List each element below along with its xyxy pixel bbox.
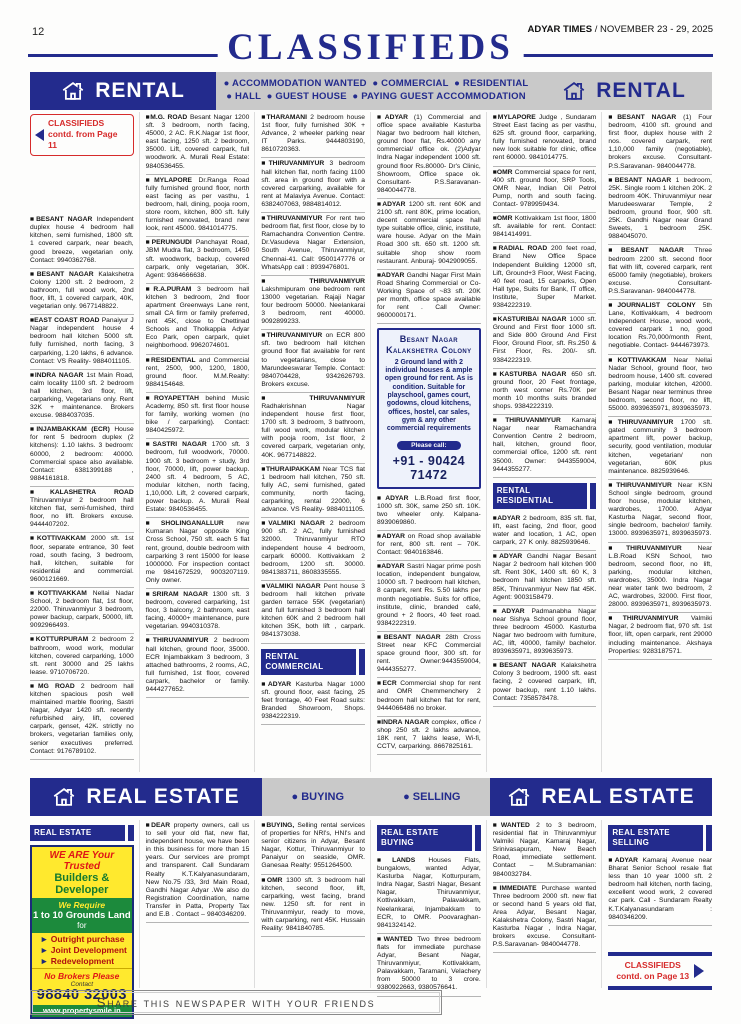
- classified-ad: ■KALASHETRA ROAD Thiruvanmiyur 2 bedroom hall kitchen flat, semi-furnished, third floor, no lift. Brokers excuse. 9444407202.: [30, 487, 134, 533]
- real-estate-column-5: [493, 820, 603, 988]
- classified-ad: ■SHOLINGANALLUR new Kumaran Nagar opposite King Cross School, 750 sft. each 5 flat rent, ground, double bedroom with carparking 3 rent 15000 for lease 1000000. For inspection contact me 9841672529, 9003207119. Only owner.: [146, 518, 250, 589]
- classified-ad: ■BESANT NAGAR (1) Four bedroom, 4100 sft. ground and first floor, duplex house with 2 nos. covered carpark, rent 1,10,000 family (negotiable), brokers excuse. Consultant- P.S.Saravanan- 9840044778.: [608, 112, 712, 175]
- classified-ad: ■THIRUVANMIYUR Kamaraj Nagar near Ramachandra Convention Centre 2 bedroom, hall, kitchen, ground floor, commercial office, 1200 sft. rent 35000. Owner: 9443559004, 9444355277.: [493, 415, 597, 478]
- ad-lead: ■THIRUVANMIYUR: [608, 615, 691, 623]
- featured-ad-besant-nagar: Besant Nagar Kalakshetra Colony 2 Ground land with 2 individual houses & ample open ground for rent. As is condition. Suitable for playschool, games court, godowns, cloud kitchens, offices, hostel, car sales, gym & any other commercial requirements Please call: +91 - 90424 71472: [377, 328, 481, 488]
- ad-lead: ■KOTTIVAKKAM: [30, 589, 93, 597]
- classified-ad: ■KASTURIBAI NAGAR 1000 sft. Ground and First floor 1000 sft. and Side 800 Ground And First Floor, Ground Floor, sft. Rs.250 & First Floor, Rs. 200/- sft. 9384222319.: [493, 314, 597, 369]
- classified-ad: ■SRIRAM NAGAR 1300 sft. 3 bedroom, covered carparking, 1st floor, 3 balcony, 2 bathroom, east facing, 40000+ maintenance, pure vegetarian. 9940310378.: [146, 589, 250, 635]
- ad-lead: ■KOTTURPURAM: [30, 636, 93, 644]
- ad-lead: ■THIRUVANMIYUR: [261, 394, 366, 402]
- classified-ad: ■RESIDENTIAL and Commercial rent, 2500, 900, 1200, 1800, ground floor. M.M.Realty: 9884154648.: [146, 355, 250, 393]
- classified-ad: ■THIRUVANMIYUR on ECR 800 sft. two bedroom hall kitchen ground floor flat available for rent to vegetarians, close to Marundeeswarar Temple. Contact: 9840704428, 9342626793. Brokers excuse.: [261, 330, 365, 393]
- contd-from-line2: contd. from Page 11: [48, 129, 118, 151]
- ad-lead: ■BUYING,: [261, 822, 298, 829]
- ad-lead: ■THARAMANI: [261, 114, 311, 121]
- rental-column-1: [30, 112, 140, 772]
- rental-categories-line2: ● HALL ● GUEST HOUSE ● PAYING GUEST ACCOMMODATION: [226, 91, 526, 102]
- classified-ad: ■THIRUVANMIYUR Valmiki Nagar, 2 bedroom flat, 970 sft. 1st floor, lift, open carpark, rent 29000 including maintenance. Akshaya Properties: 9283187571.: [608, 613, 712, 659]
- ad-lead: ■MYLAPORE: [492, 114, 539, 121]
- ad-lead: ■EAST COAST ROAD: [30, 317, 102, 325]
- classified-ad: ■R.A.PURAM 3 bedroom hall kitchen 3 bedroom, 2nd floor apartment Greenways Lane rent, small CA firm or family preferred, rent 45K, close to Chettinad Schools and Tholkappia Adyar Eco Park, open carpark, quiet neighborhood. 9962074601.: [146, 284, 250, 355]
- classified-ad: ■ADYAR 1200 sft. rent 60K and 2100 sft. rent 80K, prime location, decent commercial space hall type suitable office, clinic, institute, ware house. Adyar on the Main Road 300 sft. 650 sft. 1200 sft. suitable shop show room restaurant. Anburaj- 9042909055.: [377, 199, 481, 270]
- classified-ad: ■INJAMBAKKAM (ECR) House for rent 5 bedroom duplex (2 kitchens): 1.10 lakhs. 3 bedroom: 60000, 2 bedroom: 40000. Commercial space also available. Contact: 6381399188 , 9884161818.: [30, 424, 134, 487]
- classified-ad: ■MYLAPORE Dr.Ranga Road fully furnished ground floor, north east facing as per vasthu, 1 bedroom, hall, dining, pooja room, store room, kitchen, 800 sft. fully furnished renovated, brand new look, rent 45000. 9841014775.: [146, 175, 250, 238]
- classified-ad: ■RADIAL ROAD 200 feet road, Brand New Office Space Independent Building 12000 sft, Lift, Ground+3 Floor, West Facing, 40 feet road, 15 carparks, Open Hall type, Suits for Bank, IT office, Institute, Super Market. 9384222319.: [493, 243, 597, 314]
- ad-lead: ■M.G. ROAD: [145, 114, 190, 121]
- classified-ad: ■VALMIKI NAGAR Pent house 3 bedroom hall kitchen private garden terrace 55K (vegetarian) and full furnished 3 bedroom hall kitchen 60K and 2 bedroom hall kitchen 35K, both lift , carpark. 9841373038.: [261, 581, 365, 644]
- classified-ad: ■THIRUVANMIYUR Near KSN School single bedroom, ground floor house, modular kitchen, wardrobes, 17000. Adyar Kasturba Nagar, second floor, single bedroom, bachelor/ family. 13000. 8939635971, 8939635973.: [608, 480, 712, 543]
- arrow-right-icon: ►: [40, 934, 49, 944]
- classified-ad: ■THIRUVANMIYUR Lakshmipuram one bedroom rent 13000 vegetarian. Rajaji Nagar four bedroom 50000. Neelankarai 3 bedroom, rent 40000. 9092899233.: [261, 276, 365, 331]
- ad-lead: ■THIRUVANMIYUR: [261, 215, 326, 223]
- classified-ad: ■ADYAR (1) Commercial and office space available Kasturba Nagar two bedroom hall kitchen, ground floor flat, Rs.40000 any commercial/ office ok. (2)Adyar Indra Nagar independent 1000 sft. ground floor Rs.80000- Dr's Clinic, Showroom, Office space ok. Consultant- P.S.Saravanan- 9840044778.: [377, 112, 481, 199]
- ad-lead: ■THIRUVANMIYUR: [261, 277, 366, 285]
- classified-ad: ■SASTRI NAGAR 1700 sft. 3 bedroom, full woodwork, 70000. 1900 sft. 3 bedroom + study, 3rd floor, 70000, lift, power backup. 2400 sft. 4 bedroom, 5 AC, modular kitchen, north facing, 1,10,000. Lift, 2 covered carpark, power backup. A. Murali Real Estate: 9840536455.: [146, 439, 250, 518]
- contact-label: Contact: [70, 981, 94, 988]
- classified-ad: ■ADYAR Kamaraj Avenue near Bharat Senior School resale flat less than 10 year 1000 sft. 2 bedroom hall kitchen, north facing, excellent wood work, 2 covered car park. Call - Sundaram Realty K.T.Kalyanasundaram : 9840346209.: [608, 855, 712, 926]
- ad-lead: ■JOURNALIST COLONY: [608, 301, 703, 309]
- ad-lead: ■ADYAR: [377, 494, 415, 502]
- masthead-title: ADYAR TIMES: [527, 24, 593, 35]
- real-estate-column-1: [30, 820, 140, 1016]
- ad-lead: ■RESIDENTIAL: [145, 356, 200, 364]
- classified-ad: ■ROYAPETTAH behind Music Academy, 850 sft. first floor house for family, working women (no bike / carparking). Contact: 9840425972.: [146, 393, 250, 439]
- rental-commercial-label: RENTAL COMMERCIAL: [261, 649, 365, 675]
- ad-lead: ■VALMIKI NAGAR: [261, 582, 324, 590]
- rental-column-3: [261, 112, 371, 772]
- classified-ad: ■KOTTIVAKKAM Near Nellai Nadar School, ground floor, two bedroom house, 1400 sft. covered parking, modular kitchen, 42000. Besant Nagar near terminus three bedroom, second floor, no lift, 55000. 8939635971, 8939635973.: [608, 355, 712, 418]
- classified-ad: ■BESANT NAGAR Kalakshetra Colony 1200 sft. 2 bedroom, 2 bathroom, full wood work, 2nd floor, lift, 1 covered carpark, 40K, vegetarian only. 9677148822.: [30, 269, 134, 315]
- builder-ad-headline1: WE ARE Your Trusted: [49, 850, 115, 872]
- real-estate-banner-right: [490, 778, 712, 816]
- classified-ad: ■MG ROAD 2 bedroom hall kitchen spacious posh well maintained marble flooring, Sastri Nagar, Adyar 1420 sft. recently refurbished airy, lift, covered carpark, genset, 42K. strictly no brokers, vegetarian families only, senior executives preferred. Contact: 9176789102.: [30, 681, 134, 760]
- arrow-right-icon: ►: [40, 956, 49, 966]
- ad-lead: ■BESANT NAGAR: [377, 633, 446, 641]
- arrow-right-icon: [694, 964, 704, 978]
- real-estate-column-3: [261, 820, 371, 988]
- contd-on-line2: contd. on Page 13: [616, 970, 690, 981]
- ad-lead: ■OMR: [492, 168, 515, 176]
- classified-ad: ■OMR 1300 sft. 3 bedroom hall kitchen, second floor, lift, carparking, west facing, brand new. 1250 sft. for rent in Thiruvanmiyur, ready to move, with carparking, rent 45K. Hussain Reality: 9841840785.: [261, 875, 365, 938]
- rental-categories: [216, 72, 536, 110]
- classified-ad: ■WANTED Two three bedroom flats for immediate purchase Adyar, Besant Nagar, Thiruvanmiyur, Kottivakkam, Palavakkam, Taramani, Velachery from 50000 to 3 crore. 9380922663, 9380576641.: [377, 934, 481, 997]
- classified-ad: ■VALMIKI NAGAR 2 bedroom 900 sft. 2 AC, fully furnished 32000. Thiruvanmiyur RTO independent house 4 bedroom, carpark 60000. Kottivakkam 2 bedroom, 1200 sft. 30000. 9841383711, 8608335555.: [261, 518, 365, 581]
- ad-lead: ■THIRUVANMIYUR: [261, 332, 326, 340]
- classified-ad: ■OMR Kottivakkam 1st floor, 1800 sft. available for rent. Contact: 9841414991.: [493, 213, 597, 243]
- real-estate-banner: [30, 778, 712, 816]
- classified-ad: ■ADYAR L.B.Road first floor, 1000 sft. 30K, same 250 sft. 10K. two wheeler only. Kalpana- 8939069860.: [377, 493, 481, 531]
- ad-lead: ■KASTURBA NAGAR: [492, 370, 572, 378]
- ad-lead: ■ADYAR: [377, 114, 414, 121]
- ad-lead: ■ADYAR: [377, 200, 409, 208]
- classified-ad: ■LANDS Houses Flats, bungalows, wanted Adyar, Kasturba Nagar, Kotturpuram, Indra Nagar, Sastri Nagar, Besant Nagar, Thiruvanmiyur, Kottivakkam, Palavakkam, Neelankarai, Injambakkam to ECR, to OMR. Poovaraghan- 9841324142.: [377, 855, 481, 934]
- classified-ad: ■BESANT NAGAR 1 bedroom, 25K. Single room 1 kitchen 20K. 2 bedroom 40K. Thiruvanmiyur near Marudeeswarar Temple, 2 bedroom, ground floor, 900 sft. 25K. Gandhi Nagar near Grand Sweets, 1 bedroom 25K. 9884045070.: [608, 175, 712, 246]
- classified-ad: ■KOTTIVAKKAM 2000 sft. 1st floor, separate entrance, 30 feet road, south facing, 3 bedroom, hall, kitchen, suitable for residential and commercial. 9600121669.: [30, 533, 134, 588]
- contd-on-line1: CLASSIFIEDS: [624, 959, 681, 970]
- rental-residential-label: RENTAL RESIDENTIAL: [493, 483, 597, 509]
- classified-ad: ■THIRUVANMIYUR 3 bedroom hall kitchen flat, north facing 1100 sft. area in ground floor with a covered carparking, available for rent at Malaviya Avenue. Contact: 6382407063, 9884814012.: [261, 158, 365, 213]
- ad-lead: ■INDRA NAGAR: [377, 718, 432, 726]
- rental-banner-left-label: RENTAL: [95, 79, 185, 102]
- ad-lead: ■SHOLINGANALLUR: [145, 520, 238, 528]
- classified-ad: ■THIRUVANMIYUR 1700 sft. gated community 3 bedroom apartment lift, power backup, security, good ventilation, modular kitchen, vegetarian/ non vegetarian, 60K plus maintenance. 8825939646.: [608, 417, 712, 480]
- ad-lead: ■SRIRAM NAGAR: [145, 590, 213, 598]
- classified-ad: ■IMMEDIATE Purchase wanted Three bedroom 2000 sft. new flat or second hand 5 years old flat, Area Adyar, Besant Nagar, Kalakshetra Colony, Sastri Nagar, Kasturba Nagar , Indra Nagar, brokers excuse. Consultant- P.S.Saravanan- 9840044778.: [493, 883, 597, 954]
- ad-lead: ■R.A.PURAM: [145, 285, 198, 293]
- builder-ad-requirement: We Require 1 to 10 Grounds Land for: [32, 898, 132, 933]
- ad-lead: ■BESANT NAGAR: [492, 662, 562, 670]
- ad-lead: ■THURAIPAKKAM: [261, 465, 323, 473]
- rental-categories-line1: ● ACCOMMODATION WANTED ● COMMERCIAL ● RESIDENTIAL: [223, 78, 529, 90]
- ad-lead: ■MYLAPORE: [145, 176, 199, 184]
- masthead-date: / NOVEMBER 23 - 29, 2025: [592, 24, 713, 35]
- classified-ad: ■THURAIPAKKAM Near TCS flat 1 bedroom hall kitchen, 750 sft. fully AC, semi furnished, gated community, north facing, carparking, rental 22000, 6 advance. VS Reality- 9884011105.: [261, 464, 365, 519]
- page-header: [28, 14, 713, 68]
- builder-ad-item: ► Redevelopment: [40, 956, 115, 966]
- ad-lead: ■ADYAR: [492, 514, 523, 522]
- classified-ad: ■THIRUVANMIYUR Near L.B.Road KSN School, two bedroom, second floor, no lift, parking, modular kitchen, wardrobes, 35000. Indra Nagar near water tank two bedroom, 2 AC, wardrobes, 32000. First floor, 28000. 8939635971, 8939635973.: [608, 543, 712, 614]
- ad-lead: ■KALASHETRA ROAD: [30, 488, 134, 496]
- ad-lead: ■OMR: [492, 215, 515, 223]
- ad-lead: ■IMMEDIATE: [492, 884, 542, 892]
- rental-banner: [30, 72, 712, 110]
- ad-lead: ■BESANT NAGAR: [608, 247, 695, 255]
- classified-ad: ■KOTTURPURAM 2 bedroom 2 bathroom, wood work, modular kitchen, covered carparking, 1000 sft. rent 30000 and 25 lakhs lease. 9710706720.: [30, 634, 134, 680]
- real-estate-column-2: [146, 820, 256, 988]
- house-icon: [507, 787, 531, 807]
- classified-ad: ■JOURNALIST COLONY 5th Lane, Kottivakkam, 4 bedroom Independent House, wood work, covered carpark 1 no, good location Rs.70,000/month Rent, negotiable. Contact- 9444673973.: [608, 300, 712, 355]
- rental-column-4: [377, 112, 487, 772]
- classified-ad: ■THIRUVANMIYUR For rent two bedroom flat, first floor, close by to Ramachandra Convention Centre. Dr.Vasudeva Nagar Extension, South Avenue, Thiruvanmiyur, Chennai-41. Call: 9500147776 or WhatsApp call : 8939476801.: [261, 213, 365, 276]
- ad-lead: ■THIRUVANMIYUR: [608, 481, 678, 489]
- classified-ad: ■BUYING, Selling rental services of properties for NRI's, HNI's and senior citizens in Adyar, Besant Nagar, Kottur, Thiruvanmiyur to Panaiyur on seaside, OMR. Ganesaa Realty: 9551264500.: [261, 820, 365, 875]
- classified-ad: ■BESANT NAGAR Independent duplex house 4 bedroom hall kitchen, semi furnished, 1800 sft. 1 covered carpark, near beach, good breeze, vegetarian only. Contact: 9940362768.: [30, 214, 134, 269]
- no-brokers-note: No Brokers Please: [32, 968, 132, 981]
- ad-lead: ■INDRA NAGAR: [30, 371, 87, 379]
- real-estate-column-4: [377, 820, 487, 992]
- classified-ad: ■ADYAR on Road shop available for rent, 800 sft. rent – 70K. Contact: 9840163846.: [377, 531, 481, 561]
- ad-lead: ■THIRUVANMIYUR: [608, 419, 681, 427]
- rental-banner-left: [30, 72, 216, 110]
- classified-ad: ■MYLAPORE Judge , Sundaram Street East facing as per vasthu, 625 sft. ground floor, carparking, fully furnished renovated, brand new look suitable for clinic, office rent 60000. 9841014775.: [493, 112, 597, 167]
- classified-ad: ■DEAR property owners, call us to sell your old flat, new flat, independent house, we have been in this business for more than 15 years. Our services are prompt and transparent. Call Sundaram Realty K.T.Kalyanasundaram, New No.75 /33, 3rd Main Road, Gandhi Nagar Adyar .We also do Registration Coordination, name Transfer in Patta, Property Tax and E.B . Contact – 9840346209.: [146, 820, 250, 923]
- classified-ad: ■BESANT NAGAR Kalakshetra Colony 3 bedroom, 1900 sft. east facing, 2 covered carpark, lift, power backup, rent 1.10 lakhs. Contact: 7358578478.: [493, 660, 597, 706]
- classified-ad: ■ADYAR Gandhi Nagar Besant Nagar 2 bedroom hall kitchen 900 sft. Rent 30K, 1400 sft. 60 K, 3 bedroom hall kitchen 1850 sft. 85K, Thiruvanmiyur New flat 45K. Agent: 9003158479.: [493, 551, 597, 606]
- ad-lead: ■BESANT NAGAR: [30, 270, 99, 278]
- ad-lead: ■BESANT NAGAR: [30, 216, 97, 224]
- ad-lead: ■ADYAR: [608, 857, 643, 864]
- page-title: CLASSIFIEDS: [217, 29, 524, 66]
- rental-banner-right: [536, 72, 712, 110]
- builder-ad-item: ► Outright purchase: [40, 934, 125, 944]
- rental-column-6: [608, 112, 712, 772]
- real-estate-banner-left-label: REAL ESTATE: [86, 785, 240, 808]
- ad-lead: ■MG ROAD: [30, 682, 81, 690]
- contd-on-box: [608, 952, 712, 990]
- builder-ad-headline2: Builders & Developer: [54, 872, 110, 896]
- classified-ad: ■ADYAR Kasturba Nagar 1000 sft. ground floor, east facing, 25 feet frontage, 40 Feet Road suits: Branded Showroom, Shops. 9384222319.: [261, 679, 365, 725]
- ad-lead: ■THIRUVANMIYUR: [608, 544, 698, 552]
- builder-ad-website: www.propertysmile.in: [32, 1005, 132, 1017]
- ad-lead: ■SASTRI NAGAR: [145, 441, 212, 449]
- classified-ad: ■KOTTIVAKKAM Nellai Nadar School, 2 bedroom flat, 1st floor, 22000. Thiruvanmiyur 3 bedroom, power backup, carpark, 50000, lift. 9092966493.: [30, 588, 134, 634]
- classified-ad: ■EAST COAST ROAD Panaiyur J Nagar independent house 4 bedroom hall kitchen 5000 sft. fully furnished, north facing, 3 carparking, 1.20 lakhs, 6 advance. Contact: VS Reality- 9884011105.: [30, 315, 134, 370]
- classified-ad: ■WANTED 2 to 3 bedroom, residential flat in Thiruvanmiyur Valmiki Nagar, Kamaraj Nagar, Srinivasapuram, New Beach Road, immediate settlement. Contact – M.Subramanian: 9840032784.: [493, 820, 597, 883]
- classified-ad: ■BESANT NAGAR Three bedroom 2200 sft. second floor flat with lift, covered carpark, rent 65000 family (negotiable), brokers excuse. Consultant- P.S.Saravanan- 9840044778.: [608, 245, 712, 300]
- ad-lead: ■THIRUVANMIYUR: [145, 637, 214, 645]
- ad-lead: ■OMR: [261, 876, 287, 884]
- ad-lead: ■LANDS: [377, 857, 429, 864]
- builder-ad-phone: 98840 32003: [36, 987, 127, 1003]
- real-estate-selling-label: REAL ESTATE SELLING: [608, 825, 712, 851]
- ad-lead: ■WANTED: [377, 935, 418, 943]
- ad-lead: ■ADYAR: [261, 680, 296, 688]
- ad-lead: ■ECR: [377, 680, 401, 688]
- ad-lead: ■KOTTIVAKKAM: [608, 356, 674, 364]
- rental-banner-right-label: RENTAL: [596, 79, 686, 102]
- classified-ad: ■ADYAR 2 bedroom, 835 sft. flat, lift, east facing, 2nd floor, good water and location, 1 AC, open carpark, 27 K only. 8825939646.: [493, 513, 597, 551]
- ad-lead: ■KASTURIBAI NAGAR: [492, 316, 570, 324]
- ad-lead: ■VALMIKI NAGAR: [261, 520, 330, 528]
- ad-lead: ■ADYAR: [492, 607, 532, 615]
- classified-ad: ■ADYAR Padmanabha Nagar near Sishya School ground floor, three bedroom 45000. Kasturba Nagar two bedroom with furniture, AC, lift, 40000, family/ bachelor. 8939635971, 8939635973.: [493, 606, 597, 661]
- classified-ad: ■THARAMANI 2 bedroom house 1st floor, fully furnished 30K + Advance, 2 wheeler parking near IT Parks. 9444803190, 8610720363.: [261, 112, 365, 158]
- real-estate-banner-left: [30, 778, 262, 816]
- builder-ad-item: ► Joint Development: [40, 945, 127, 955]
- masthead: [528, 24, 714, 35]
- classified-ad: ■M.G. ROAD Besant Nagar 1200 sft. 3 bedroom, north facing, 45000, 2 AC. R.K.Nagar 1st floor, east facing, 1250 sft. 2 bedroom, 35000. Lift, covered carpark, full woodwork. A. Murali Real Estate: 9840536455.: [146, 112, 250, 175]
- page-number: 12: [32, 26, 45, 38]
- rental-column-5: [493, 112, 603, 772]
- contd-from-line1: CLASSIFIEDS: [48, 118, 105, 128]
- ad-lead: ■WANTED: [492, 822, 537, 829]
- classified-ad: ■KASTURBA NAGAR 650 sft. ground floor, 20 Feet frontage, north west corner Rs.70K per month 10 months suits branded shops. 9384222319.: [493, 369, 597, 415]
- ad-lead: ■RADIAL ROAD: [492, 245, 552, 253]
- real-estate-categories: [262, 778, 490, 816]
- house-icon: [61, 81, 85, 101]
- classified-ad: ■INDRA NAGAR complex, office / shop 250 sft. 2 lakhs advance, 18K rent, 7 lakhs lease, Wi-fi, CCTV, carparking. 8667825161.: [377, 717, 481, 755]
- ad-lead: ■INJAMBAKKAM (ECR): [30, 426, 115, 434]
- ad-lead: ■KOTTIVAKKAM: [30, 535, 91, 543]
- ad-lead: ■THIRUVANMIYUR: [492, 417, 572, 425]
- real-estate-column-6: [608, 820, 712, 988]
- real-estate-label: REAL ESTATE: [30, 825, 134, 841]
- classified-ad: ■ECR Commercial shop for rent and OMR Chemmenchery 2 bedroom hall kitchen flat for rent, 9444066486 no broker.: [377, 678, 481, 716]
- ad-lead: ■ADYAR: [492, 553, 527, 561]
- ad-lead: ■DEAR: [145, 822, 174, 829]
- classified-ad: ■THIRUVANMIYUR 2 bedroom hall kitchen, ground floor, 35000. ECR Injambakkam 3 bedroom, 3 attached bathrooms, 2 rooms, AC, full furnished, 1st floor, covered carpark, bachelor or family. 9444277652.: [146, 635, 250, 698]
- buying-category: ● BUYING: [291, 791, 345, 803]
- classified-ad: ■THIRUVANMIYUR Radhakrishnan Nagar independent house first floor, 1700 sft. 3 bedroom, 3 bathroom, full wood work, modular kitchen with pooja room, 1st floor, 2 covered carpark, vegetarian only, 40K. 9677148822.: [261, 393, 365, 464]
- selling-category: ● SELLING: [403, 791, 461, 803]
- arrow-left-icon: [35, 129, 44, 141]
- ad-lead: ■THIRUVANMIYUR: [261, 160, 330, 168]
- classified-ad: ■ADYAR Sastri Nagar prime posh location, independent bungalow, 10000 sft. 7 bedroom hall kitchen, 8 carpark, rent Rs. 5.50 lakhs per month negotiable. Suits for office, institute, clinic, branded café, ground + 2 floors, 40 feet road. 9384222319.: [377, 561, 481, 632]
- classified-ad: ■PERUNGUDI Panchayat Road, JBM Mudra flat, 3 bedroom, 1450 sft. woodwork, backup, covered carpark, only vegetarian, 30K. Agent: 9364666638.: [146, 237, 250, 283]
- ad-lead: ■BESANT NAGAR: [608, 176, 676, 184]
- rental-classifieds-columns: [30, 112, 712, 772]
- house-icon: [52, 787, 76, 807]
- share-strip: Share this newspaper with your friends: [30, 990, 442, 1015]
- classified-ad: ■OMR Commercial space for rent, 400 sft. ground floor, SRP Tools, OMR Near, Indian Oil Petrol Pump, north and south facing. Contact- 9789959434.: [493, 167, 597, 213]
- ad-lead: ■PERUNGUDI: [145, 239, 196, 247]
- rental-column-2: [146, 112, 256, 772]
- ad-lead: ■ROYAPETTAH: [145, 394, 206, 402]
- ad-lead: ■ADYAR: [377, 532, 408, 540]
- ad-lead: ■ADYAR: [377, 271, 407, 279]
- arrow-right-icon: ►: [40, 945, 49, 955]
- classified-ad: ■INDRA NAGAR 1st Main Road, calm locality 1100 sft. 2 bedroom hall kitchen, 3rd floor, lift, carparking, Vegetarians only. Rent 32K + maintenance. Brokers excuse. 9884037035.: [30, 370, 134, 425]
- real-estate-banner-right-label: REAL ESTATE: [541, 785, 695, 808]
- classified-ad: ■BESANT NAGAR 28th Cross Street near KFC Commercial space ground floor, 300 sft. for rent. Owner:9443559004, 9444355277.: [377, 632, 481, 678]
- real-estate-buying-label: REAL ESTATE BUYING: [377, 825, 481, 851]
- classified-ad: ■ADYAR Gandhi Nagar First Main Road Sharing Commercial or Co-Working Space of ~83 sft. 20K per month, office space available for rent . Call Owner: 9600000171.: [377, 270, 481, 325]
- house-icon: [562, 81, 586, 101]
- contd-from-box: [30, 114, 134, 156]
- ad-lead: ■BESANT NAGAR: [608, 114, 684, 121]
- featured-ad-phone: +91 - 90424 71472: [392, 453, 466, 482]
- ad-lead: ■ADYAR: [377, 563, 407, 571]
